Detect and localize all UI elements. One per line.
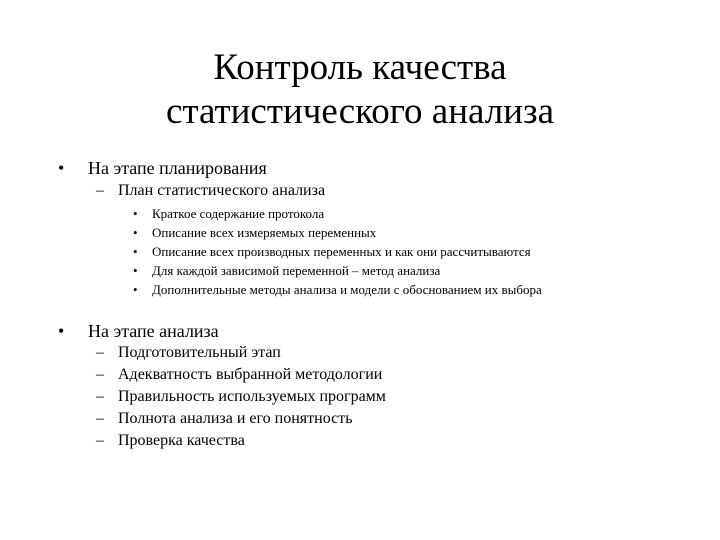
list-item: Описание всех производных переменных и как они рассчитываются <box>152 244 531 259</box>
list-item: Дополнительные методы анализа и модели с обоснованием их выбора <box>152 282 542 297</box>
list-item: Полнота анализа и его понятность <box>118 410 353 427</box>
bullet-icon: • <box>58 321 65 341</box>
list-item: Проверка качества <box>118 432 245 449</box>
bullet-icon: • <box>133 263 138 278</box>
title-line-2: статистического анализа <box>165 91 555 132</box>
dash-icon: – <box>96 366 104 383</box>
dash-icon: – <box>96 432 104 449</box>
slide-title <box>40 46 680 134</box>
bullet-icon: • <box>133 282 138 297</box>
list-item: Краткое содержание протокола <box>152 206 325 221</box>
list-item: Адекватность выбранной методологии <box>118 366 383 383</box>
list-item: Описание всех измеряемых переменных <box>152 225 377 240</box>
list-item: Подготовительный этап <box>118 344 281 361</box>
title-line-1: Контроль качества <box>213 47 507 88</box>
dash-icon: – <box>96 182 104 199</box>
dash-icon: – <box>96 344 104 361</box>
section-planning-heading: На этапе планирования <box>88 158 267 178</box>
dash-icon: – <box>96 410 104 427</box>
list-item: Для каждой зависимой переменной – метод анализа <box>152 263 441 278</box>
bullet-icon: • <box>133 206 138 221</box>
bullet-icon: • <box>133 225 138 240</box>
section-analysis-heading: На этапе анализа <box>88 321 219 341</box>
sub-heading-analysis-plan: План статистического анализа <box>118 182 326 199</box>
list-item: Правильность используемых программ <box>118 388 386 405</box>
bullet-icon: • <box>133 244 138 259</box>
dash-icon: – <box>96 388 104 405</box>
bullet-icon: • <box>58 158 65 178</box>
